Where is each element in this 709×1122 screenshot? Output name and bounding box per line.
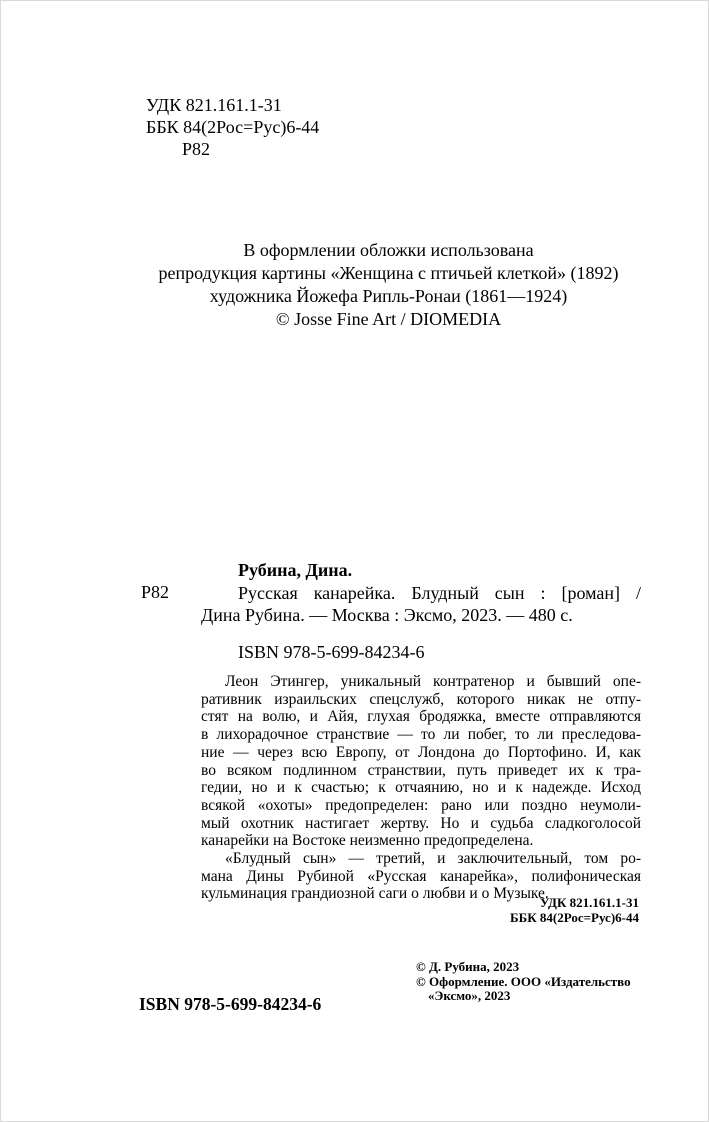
annotation-line: «Блудный сын» — третий, и заключительный, том ро- (225, 850, 641, 868)
annotation-line: мый охотник настигает жертву. Но и судьба сладкоголосой (201, 814, 641, 832)
annotation-line: стят на волю, и Айя, глухая бродяжка, вместе отправляются (201, 708, 641, 726)
footer-isbn: ISBN 978-5-699-84234-6 (139, 994, 322, 1014)
cover-credit-copyright: © Josse Fine Art / DIOMEDIA (275, 309, 502, 329)
author-sign-code: Р82 (182, 139, 211, 159)
classification-block (146, 94, 319, 160)
annotation-line: канарейки на Востоке неизменно предопределена. (201, 832, 534, 850)
annotation-line: Леон Этингер, уникальный контратенор и бывший опе- (225, 673, 641, 690)
annotation-line: гедии, но и к счастью; к отчаянию, но и к надежде. Исход (201, 779, 641, 797)
annotation-line: ративник израильских спецслужб, которого никак не отпу- (201, 690, 641, 708)
annotation-line: всякой «охоты» предопределен: рано или поздно неумоли- (201, 796, 641, 814)
catalog-entry (201, 559, 641, 627)
cover-credit-block (66, 239, 709, 331)
annotation-line: в лихорадочное странствие — то ли побег, то ли преследова- (201, 726, 641, 744)
bbk-line-small: ББК 84(2Рос=Рус)6-44 (510, 910, 639, 925)
annotation-line: ние — через всю Европу, от Лондона до Портофино. И, как (201, 743, 641, 761)
cover-credit-line: репродукция картины «Женщина с птичьей клеткой» (1892) (158, 263, 619, 283)
udk-line: УДК 821.161.1-31 (146, 95, 282, 115)
copyright-line: © Д. Рубина, 2023 (416, 959, 520, 974)
bbk-line: ББК 84(2Рос=Рус)6-44 (146, 117, 320, 137)
annotation-block (201, 673, 641, 903)
catalog-author: Рубина, Дина. (238, 560, 353, 580)
catalog-title-line: Русская канарейка. Блудный сын : [роман] / (238, 582, 641, 603)
cover-credit-line: художника Йожефа Рипль-Ронаи (1861—1924) (209, 286, 568, 306)
udk-line-small: УДК 821.161.1-31 (539, 895, 639, 910)
cover-credit-line: В оформлении обложки использована (243, 240, 534, 260)
classification-block-small (510, 895, 639, 925)
annotation-line: мана Дины Рубиной «Русская канарейка», полифоническая (201, 867, 641, 885)
copyright-line: «Эксмо», 2023 (428, 988, 511, 1003)
copyright-line: © Оформление. ООО «Издательство (416, 973, 631, 989)
copyright-block (416, 960, 631, 1004)
annotation-line: кульминация грандиозной саги о любви и о Музыке. (201, 885, 549, 903)
catalog-isbn: ISBN 978-5-699-84234-6 (238, 642, 425, 662)
catalog-margin-code: Р82 (141, 582, 170, 602)
annotation-line: во всяком подлинном странствии, путь приведет их к тра- (201, 761, 641, 779)
catalog-title-line: Дина Рубина. — Москва : Эксмо, 2023. — 480 с. (201, 605, 573, 625)
